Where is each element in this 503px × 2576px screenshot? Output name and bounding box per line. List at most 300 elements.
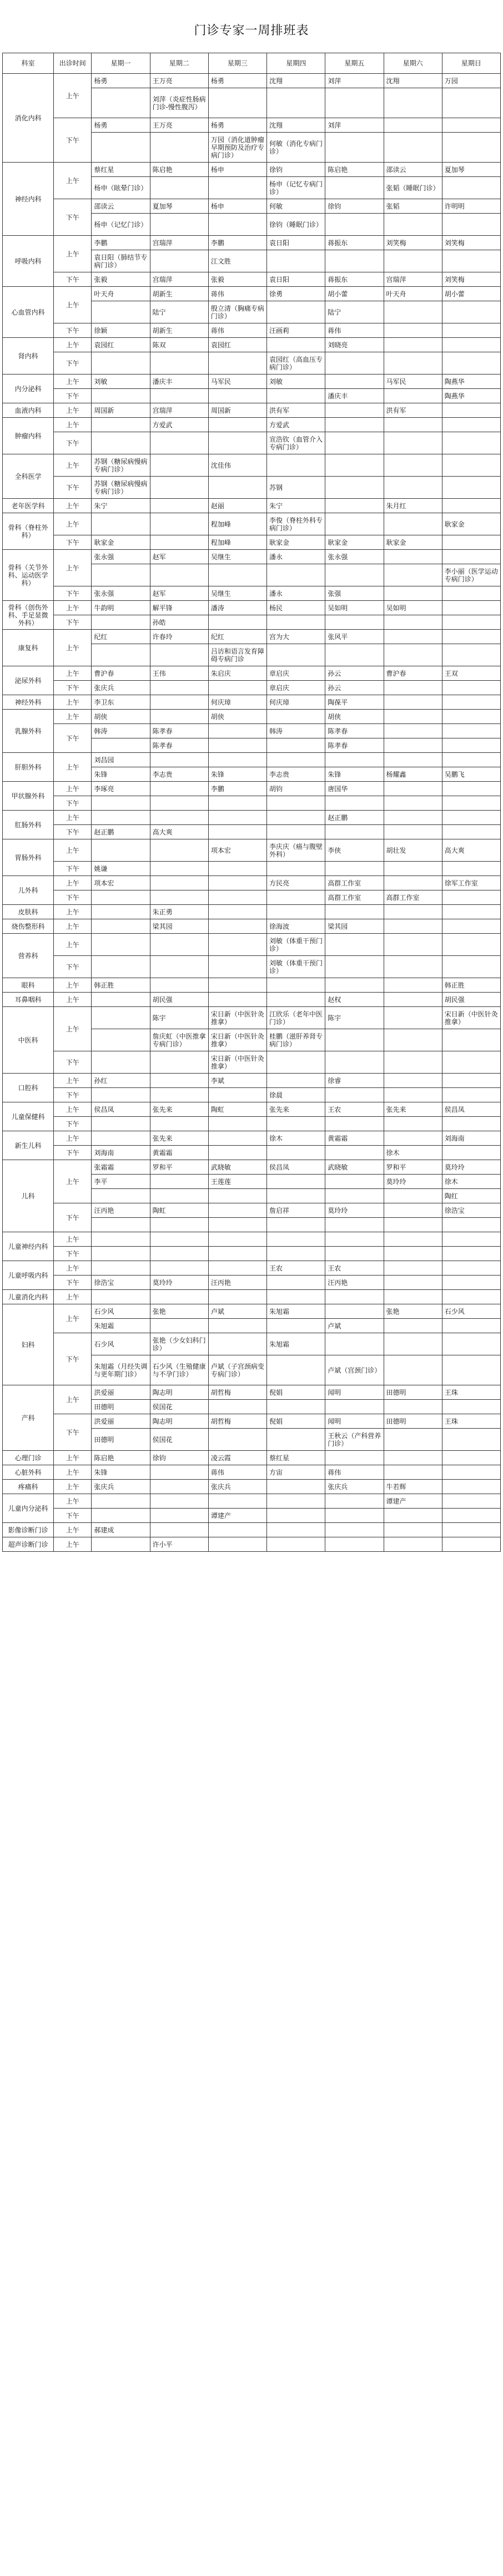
doctor-cell: 姚谦	[92, 862, 150, 876]
doctor-cell	[442, 956, 500, 978]
doctor-cell	[267, 825, 325, 839]
session-cell: 下午	[54, 1146, 92, 1160]
doctor-cell	[384, 862, 442, 876]
doctor-cell	[267, 1189, 325, 1203]
doctor-cell	[384, 782, 442, 796]
doctor-cell	[150, 644, 208, 666]
doctor-cell: 胡壮发	[384, 839, 442, 862]
header-dept: 科室	[3, 53, 54, 74]
session-cell: 上午	[54, 550, 92, 586]
session-cell: 下午	[54, 323, 92, 338]
doctor-cell	[442, 499, 500, 513]
doctor-cell	[267, 1537, 325, 1552]
doctor-cell	[325, 1146, 384, 1160]
doctor-cell: 胡钧	[267, 782, 325, 796]
doctor-cell	[442, 724, 500, 738]
table-row	[3, 1261, 501, 1276]
doctor-cell: 章启庆	[267, 681, 325, 695]
dept-cell: 胃肠外科	[3, 839, 54, 876]
doctor-cell	[442, 1029, 500, 1051]
doctor-cell: 许春玲	[150, 630, 208, 644]
doctor-cell: 周国新	[208, 403, 266, 418]
doctor-cell	[442, 1074, 500, 1088]
doctor-cell: 张庆兵	[92, 1480, 150, 1494]
doctor-cell	[442, 1465, 500, 1480]
session-cell: 下午	[54, 681, 92, 695]
doctor-cell	[384, 1290, 442, 1304]
doctor-cell	[267, 1494, 325, 1509]
table-row	[3, 862, 501, 876]
doctor-cell: 罗和平	[384, 1160, 442, 1175]
doctor-cell: 朱锋	[92, 767, 150, 782]
doctor-cell	[384, 88, 442, 118]
doctor-cell: 孙云	[325, 681, 384, 695]
session-cell: 上午	[54, 287, 92, 323]
doctor-cell	[384, 564, 442, 586]
doctor-cell: 张永强	[325, 550, 384, 564]
doctor-cell	[384, 513, 442, 535]
table-row	[3, 1290, 501, 1304]
doctor-cell	[442, 1480, 500, 1494]
doctor-cell: 陶虹	[208, 1102, 266, 1117]
session-cell: 上午	[54, 666, 92, 681]
table-row	[3, 695, 501, 710]
dept-cell: 儿童内分泌科	[3, 1494, 54, 1523]
doctor-cell	[150, 432, 208, 454]
table-row	[3, 389, 501, 403]
table-row	[3, 1414, 501, 1429]
doctor-cell: 朱旭霜（月经失调与更年期门诊）	[92, 1355, 150, 1385]
doctor-cell: 张霜霜	[92, 1160, 150, 1175]
table-row	[3, 1304, 501, 1319]
doctor-cell: 吴鹏飞	[442, 767, 500, 782]
dept-cell: 骨科（关节外科、运动医学科）	[3, 550, 54, 601]
table-row	[3, 499, 501, 513]
table-row	[3, 839, 501, 862]
doctor-cell: 袁园红	[208, 338, 266, 352]
doctor-cell	[384, 477, 442, 499]
session-cell: 上午	[54, 993, 92, 1007]
doctor-cell: 蒋伟	[325, 1465, 384, 1480]
doctor-cell: 胡新生	[150, 323, 208, 338]
session-cell: 下午	[54, 615, 92, 630]
doctor-cell	[208, 890, 266, 905]
doctor-cell	[325, 1509, 384, 1523]
doctor-cell	[325, 1189, 384, 1203]
doctor-cell: 解平锋	[150, 601, 208, 615]
doctor-cell: 武晓敏	[325, 1160, 384, 1175]
doctor-cell: 杨申	[208, 199, 266, 214]
doctor-cell: 张永强	[92, 586, 150, 601]
table-row	[3, 919, 501, 934]
doctor-cell	[150, 1480, 208, 1494]
doctor-cell	[92, 1218, 150, 1232]
doctor-cell	[442, 586, 500, 601]
doctor-cell: 张先来	[150, 1131, 208, 1146]
doctor-cell: 田德明	[384, 1414, 442, 1429]
doctor-cell: 潘庆丰	[150, 374, 208, 389]
doctor-cell: 田德明	[92, 1429, 150, 1451]
doctor-cell: 卢斌（子宫颈病变专病门诊）	[208, 1355, 266, 1385]
doctor-cell: 吴如明	[325, 601, 384, 615]
doctor-cell	[208, 1261, 266, 1276]
table-row	[3, 825, 501, 839]
session-cell: 上午	[54, 601, 92, 615]
session-cell: 上午	[54, 374, 92, 389]
doctor-cell	[442, 1232, 500, 1247]
doctor-cell	[442, 1276, 500, 1290]
table-row	[3, 163, 501, 177]
doctor-cell: 许明明	[442, 199, 500, 214]
doctor-cell: 胡新生	[150, 287, 208, 301]
session-cell: 上午	[54, 905, 92, 919]
doctor-cell: 朱启庆	[208, 666, 266, 681]
doctor-cell	[150, 862, 208, 876]
doctor-cell	[442, 352, 500, 374]
doctor-cell	[384, 1333, 442, 1355]
session-cell: 上午	[54, 513, 92, 535]
doctor-cell	[92, 934, 150, 956]
table-row	[3, 1203, 501, 1218]
doctor-cell	[208, 738, 266, 753]
doctor-cell: 朱月红	[384, 499, 442, 513]
doctor-cell	[384, 681, 442, 695]
doctor-cell: 项本宏	[92, 876, 150, 890]
doctor-cell	[384, 796, 442, 811]
doctor-cell: 朱旭霜	[92, 1319, 150, 1333]
doctor-cell	[150, 513, 208, 535]
doctor-cell: 何庆璋	[267, 695, 325, 710]
doctor-cell	[325, 352, 384, 374]
doctor-cell	[325, 454, 384, 477]
doctor-cell	[384, 214, 442, 236]
doctor-cell: 宋日新（中医针灸推拿）	[442, 1007, 500, 1029]
doctor-cell: 徐勇	[267, 287, 325, 301]
doctor-cell	[384, 956, 442, 978]
doctor-cell: 张毅	[208, 272, 266, 287]
doctor-cell	[384, 1451, 442, 1465]
dept-cell: 儿科	[3, 1160, 54, 1232]
table-row	[3, 811, 501, 825]
doctor-cell	[208, 1146, 266, 1160]
doctor-cell	[384, 919, 442, 934]
dept-cell: 心血管内科	[3, 287, 54, 338]
doctor-cell: 陶红	[442, 1189, 500, 1203]
doctor-cell	[208, 564, 266, 586]
doctor-cell	[384, 644, 442, 666]
doctor-cell: 耿家金	[442, 513, 500, 535]
table-row	[3, 1146, 501, 1160]
doctor-cell	[92, 1051, 150, 1074]
doctor-cell	[208, 796, 266, 811]
doctor-cell	[442, 1146, 500, 1160]
doctor-cell	[208, 993, 266, 1007]
table-row	[3, 1276, 501, 1290]
doctor-cell	[384, 301, 442, 323]
session-cell: 上午	[54, 1304, 92, 1333]
doctor-cell	[150, 499, 208, 513]
doctor-cell	[325, 133, 384, 163]
dept-cell: 肛肠外科	[3, 811, 54, 839]
doctor-cell: 殷立清（胸痛专病门诊）	[208, 301, 266, 323]
doctor-cell: 杨勇	[208, 74, 266, 88]
doctor-cell	[208, 724, 266, 738]
dept-cell: 儿童呼吸内科	[3, 1261, 54, 1290]
session-cell: 上午	[54, 630, 92, 666]
doctor-cell	[442, 630, 500, 644]
doctor-cell: 胡小蕾	[325, 287, 384, 301]
doctor-cell	[267, 1319, 325, 1333]
doctor-cell	[384, 1074, 442, 1088]
doctor-cell: 李鹏	[92, 236, 150, 250]
session-cell: 下午	[54, 1276, 92, 1290]
doctor-cell: 蒋伟	[208, 323, 266, 338]
table-row	[3, 374, 501, 389]
doctor-cell: 耿家金	[267, 535, 325, 550]
doctor-cell: 陶虹	[150, 1203, 208, 1218]
doctor-cell: 李俊（脊柱外科专病门诊）	[267, 513, 325, 535]
doctor-cell: 沈佳伟	[208, 454, 266, 477]
doctor-cell: 万园	[442, 74, 500, 88]
table-row	[3, 550, 501, 564]
doctor-cell: 张风平	[325, 630, 384, 644]
session-cell: 下午	[54, 118, 92, 163]
doctor-cell	[208, 1247, 266, 1261]
dept-cell: 营养科	[3, 934, 54, 978]
doctor-cell: 凌云霞	[208, 1451, 266, 1465]
doctor-cell	[150, 934, 208, 956]
table-row	[3, 118, 501, 133]
doctor-cell: 何敏	[267, 199, 325, 214]
dept-cell: 心脏外科	[3, 1465, 54, 1480]
doctor-cell	[92, 1131, 150, 1146]
doctor-cell	[208, 1333, 266, 1355]
doctor-cell: 孙皓	[150, 615, 208, 630]
doctor-cell	[442, 1494, 500, 1509]
roster-body	[3, 74, 501, 1552]
doctor-cell: 韩正胜	[442, 978, 500, 993]
doctor-cell: 刘海南	[442, 1131, 500, 1146]
table-row	[3, 1494, 501, 1509]
doctor-cell	[92, 1509, 150, 1523]
doctor-cell: 胡侠	[325, 710, 384, 724]
doctor-cell	[384, 738, 442, 753]
doctor-cell: 潘涛	[208, 601, 266, 615]
doctor-cell: 卢斌（宫颈门诊）	[325, 1355, 384, 1385]
doctor-cell	[384, 550, 442, 564]
doctor-cell: 张庆兵	[208, 1480, 266, 1494]
session-cell: 下午	[54, 1333, 92, 1385]
doctor-cell	[442, 118, 500, 133]
doctor-cell: 陈双	[150, 338, 208, 352]
doctor-cell: 汪丙艳	[92, 1203, 150, 1218]
doctor-cell	[150, 1218, 208, 1232]
doctor-cell: 许小平	[150, 1537, 208, 1552]
doctor-cell: 刘敏（体重干预门诊）	[267, 934, 325, 956]
doctor-cell: 朱锋	[92, 1465, 150, 1480]
doctor-cell: 倪娟	[267, 1414, 325, 1429]
doctor-cell	[267, 301, 325, 323]
doctor-cell	[384, 418, 442, 432]
doctor-cell: 吴继生	[208, 550, 266, 564]
table-row	[3, 1131, 501, 1146]
session-cell: 下午	[54, 862, 92, 876]
doctor-cell: 刘海南	[92, 1146, 150, 1160]
doctor-cell: 倪娟	[267, 1385, 325, 1400]
doctor-cell	[267, 978, 325, 993]
doctor-cell	[150, 978, 208, 993]
table-row	[3, 1509, 501, 1523]
doctor-cell	[325, 403, 384, 418]
doctor-cell	[384, 934, 442, 956]
doctor-cell: 马军民	[208, 374, 266, 389]
doctor-cell	[267, 1051, 325, 1074]
session-cell: 上午	[54, 753, 92, 782]
doctor-cell	[384, 133, 442, 163]
doctor-cell: 闻明	[325, 1414, 384, 1429]
doctor-cell	[267, 1400, 325, 1414]
doctor-cell: 吴继生	[208, 586, 266, 601]
doctor-cell: 宋日新（中医针灸推拿）	[208, 1051, 266, 1074]
dept-cell: 泌尿外科	[3, 666, 54, 695]
doctor-cell	[442, 601, 500, 615]
doctor-cell	[442, 88, 500, 118]
doctor-cell: 高群工作室	[325, 876, 384, 890]
header-mon: 星期一	[92, 53, 150, 74]
doctor-cell: 袁日阳	[267, 236, 325, 250]
doctor-cell: 刘敏（体重干预门诊）	[267, 956, 325, 978]
doctor-cell	[442, 1523, 500, 1537]
doctor-cell	[267, 564, 325, 586]
doctor-cell: 叶天舟	[92, 287, 150, 301]
doctor-cell	[150, 811, 208, 825]
doctor-cell: 张毅	[92, 272, 150, 287]
doctor-cell	[92, 1029, 150, 1051]
doctor-cell: 蒋伟	[325, 323, 384, 338]
doctor-cell: 唐国华	[325, 782, 384, 796]
dept-cell: 儿外科	[3, 876, 54, 905]
table-row	[3, 710, 501, 724]
session-cell: 上午	[54, 1523, 92, 1537]
doctor-cell: 曹沪春	[384, 666, 442, 681]
doctor-cell	[150, 1232, 208, 1247]
doctor-cell: 陈孝春	[150, 738, 208, 753]
doctor-cell: 方民亮	[267, 876, 325, 890]
doctor-cell	[208, 88, 266, 118]
doctor-cell: 孙红	[92, 1074, 150, 1088]
session-cell: 上午	[54, 919, 92, 934]
doctor-cell	[208, 956, 266, 978]
doctor-cell	[325, 934, 384, 956]
session-cell: 上午	[54, 811, 92, 825]
doctor-cell	[150, 1247, 208, 1261]
table-row	[3, 338, 501, 352]
doctor-cell	[267, 338, 325, 352]
doctor-cell: 徐钧	[150, 1451, 208, 1465]
doctor-cell: 刘笑梅	[442, 272, 500, 287]
doctor-cell	[150, 876, 208, 890]
table-row	[3, 796, 501, 811]
doctor-cell	[150, 352, 208, 374]
doctor-cell: 孙云	[325, 666, 384, 681]
doctor-cell	[150, 1175, 208, 1189]
table-row	[3, 993, 501, 1007]
session-cell: 上午	[54, 1131, 92, 1146]
doctor-cell	[150, 133, 208, 163]
dept-cell: 超声诊断门诊	[3, 1537, 54, 1552]
doctor-cell	[150, 796, 208, 811]
session-cell: 下午	[54, 432, 92, 454]
doctor-cell	[442, 1400, 500, 1414]
dept-cell: 中医科	[3, 1007, 54, 1074]
doctor-cell	[208, 825, 266, 839]
doctor-cell	[442, 477, 500, 499]
doctor-cell	[92, 1537, 150, 1552]
dept-cell: 内分泌科	[3, 374, 54, 403]
session-cell: 下午	[54, 724, 92, 753]
doctor-cell	[92, 513, 150, 535]
doctor-cell: 刘笑梅	[384, 236, 442, 250]
doctor-cell	[325, 477, 384, 499]
doctor-cell: 张先来	[267, 1102, 325, 1117]
table-row	[3, 1074, 501, 1088]
doctor-cell: 胡小蕾	[442, 287, 500, 301]
doctor-cell: 韩涛	[92, 724, 150, 738]
doctor-cell: 宋日新（中医针灸推拿）	[208, 1007, 266, 1029]
doctor-cell	[208, 1218, 266, 1232]
doctor-cell	[384, 454, 442, 477]
doctor-cell	[325, 499, 384, 513]
doctor-cell: 万园（消化道肿瘤早期预防及治疗专病门诊）	[208, 133, 266, 163]
doctor-cell	[325, 1117, 384, 1131]
session-cell: 下午	[54, 477, 92, 499]
dept-cell: 肿瘤内科	[3, 418, 54, 454]
doctor-cell: 李平	[92, 1175, 150, 1189]
table-row	[3, 454, 501, 477]
doctor-cell	[384, 1051, 442, 1074]
session-cell: 上午	[54, 1007, 92, 1051]
doctor-cell	[325, 418, 384, 432]
doctor-cell	[267, 1218, 325, 1232]
doctor-cell	[208, 432, 266, 454]
doctor-cell	[208, 214, 266, 236]
doctor-cell: 陈孝春	[325, 738, 384, 753]
doctor-cell	[92, 615, 150, 630]
doctor-cell	[325, 1088, 384, 1102]
table-row	[3, 934, 501, 956]
dept-cell: 消化内科	[3, 74, 54, 163]
doctor-cell	[325, 905, 384, 919]
session-cell: 上午	[54, 163, 92, 199]
table-row	[3, 1247, 501, 1261]
dept-cell: 新生儿科	[3, 1131, 54, 1160]
dept-cell: 骨科（创伤外科、手足显微外科）	[3, 601, 54, 630]
dept-cell: 康复科	[3, 630, 54, 666]
doctor-cell	[92, 956, 150, 978]
doctor-cell: 王双	[442, 666, 500, 681]
doctor-cell	[150, 389, 208, 403]
doctor-cell	[150, 695, 208, 710]
doctor-cell: 王珠	[442, 1414, 500, 1429]
doctor-cell	[384, 1429, 442, 1451]
doctor-cell	[384, 1465, 442, 1480]
doctor-cell	[150, 1088, 208, 1102]
doctor-cell: 徐睿	[325, 1074, 384, 1088]
table-row	[3, 199, 501, 214]
doctor-cell: 张庆兵	[92, 681, 150, 695]
doctor-cell: 程加峰	[208, 535, 266, 550]
doctor-cell	[208, 615, 266, 630]
